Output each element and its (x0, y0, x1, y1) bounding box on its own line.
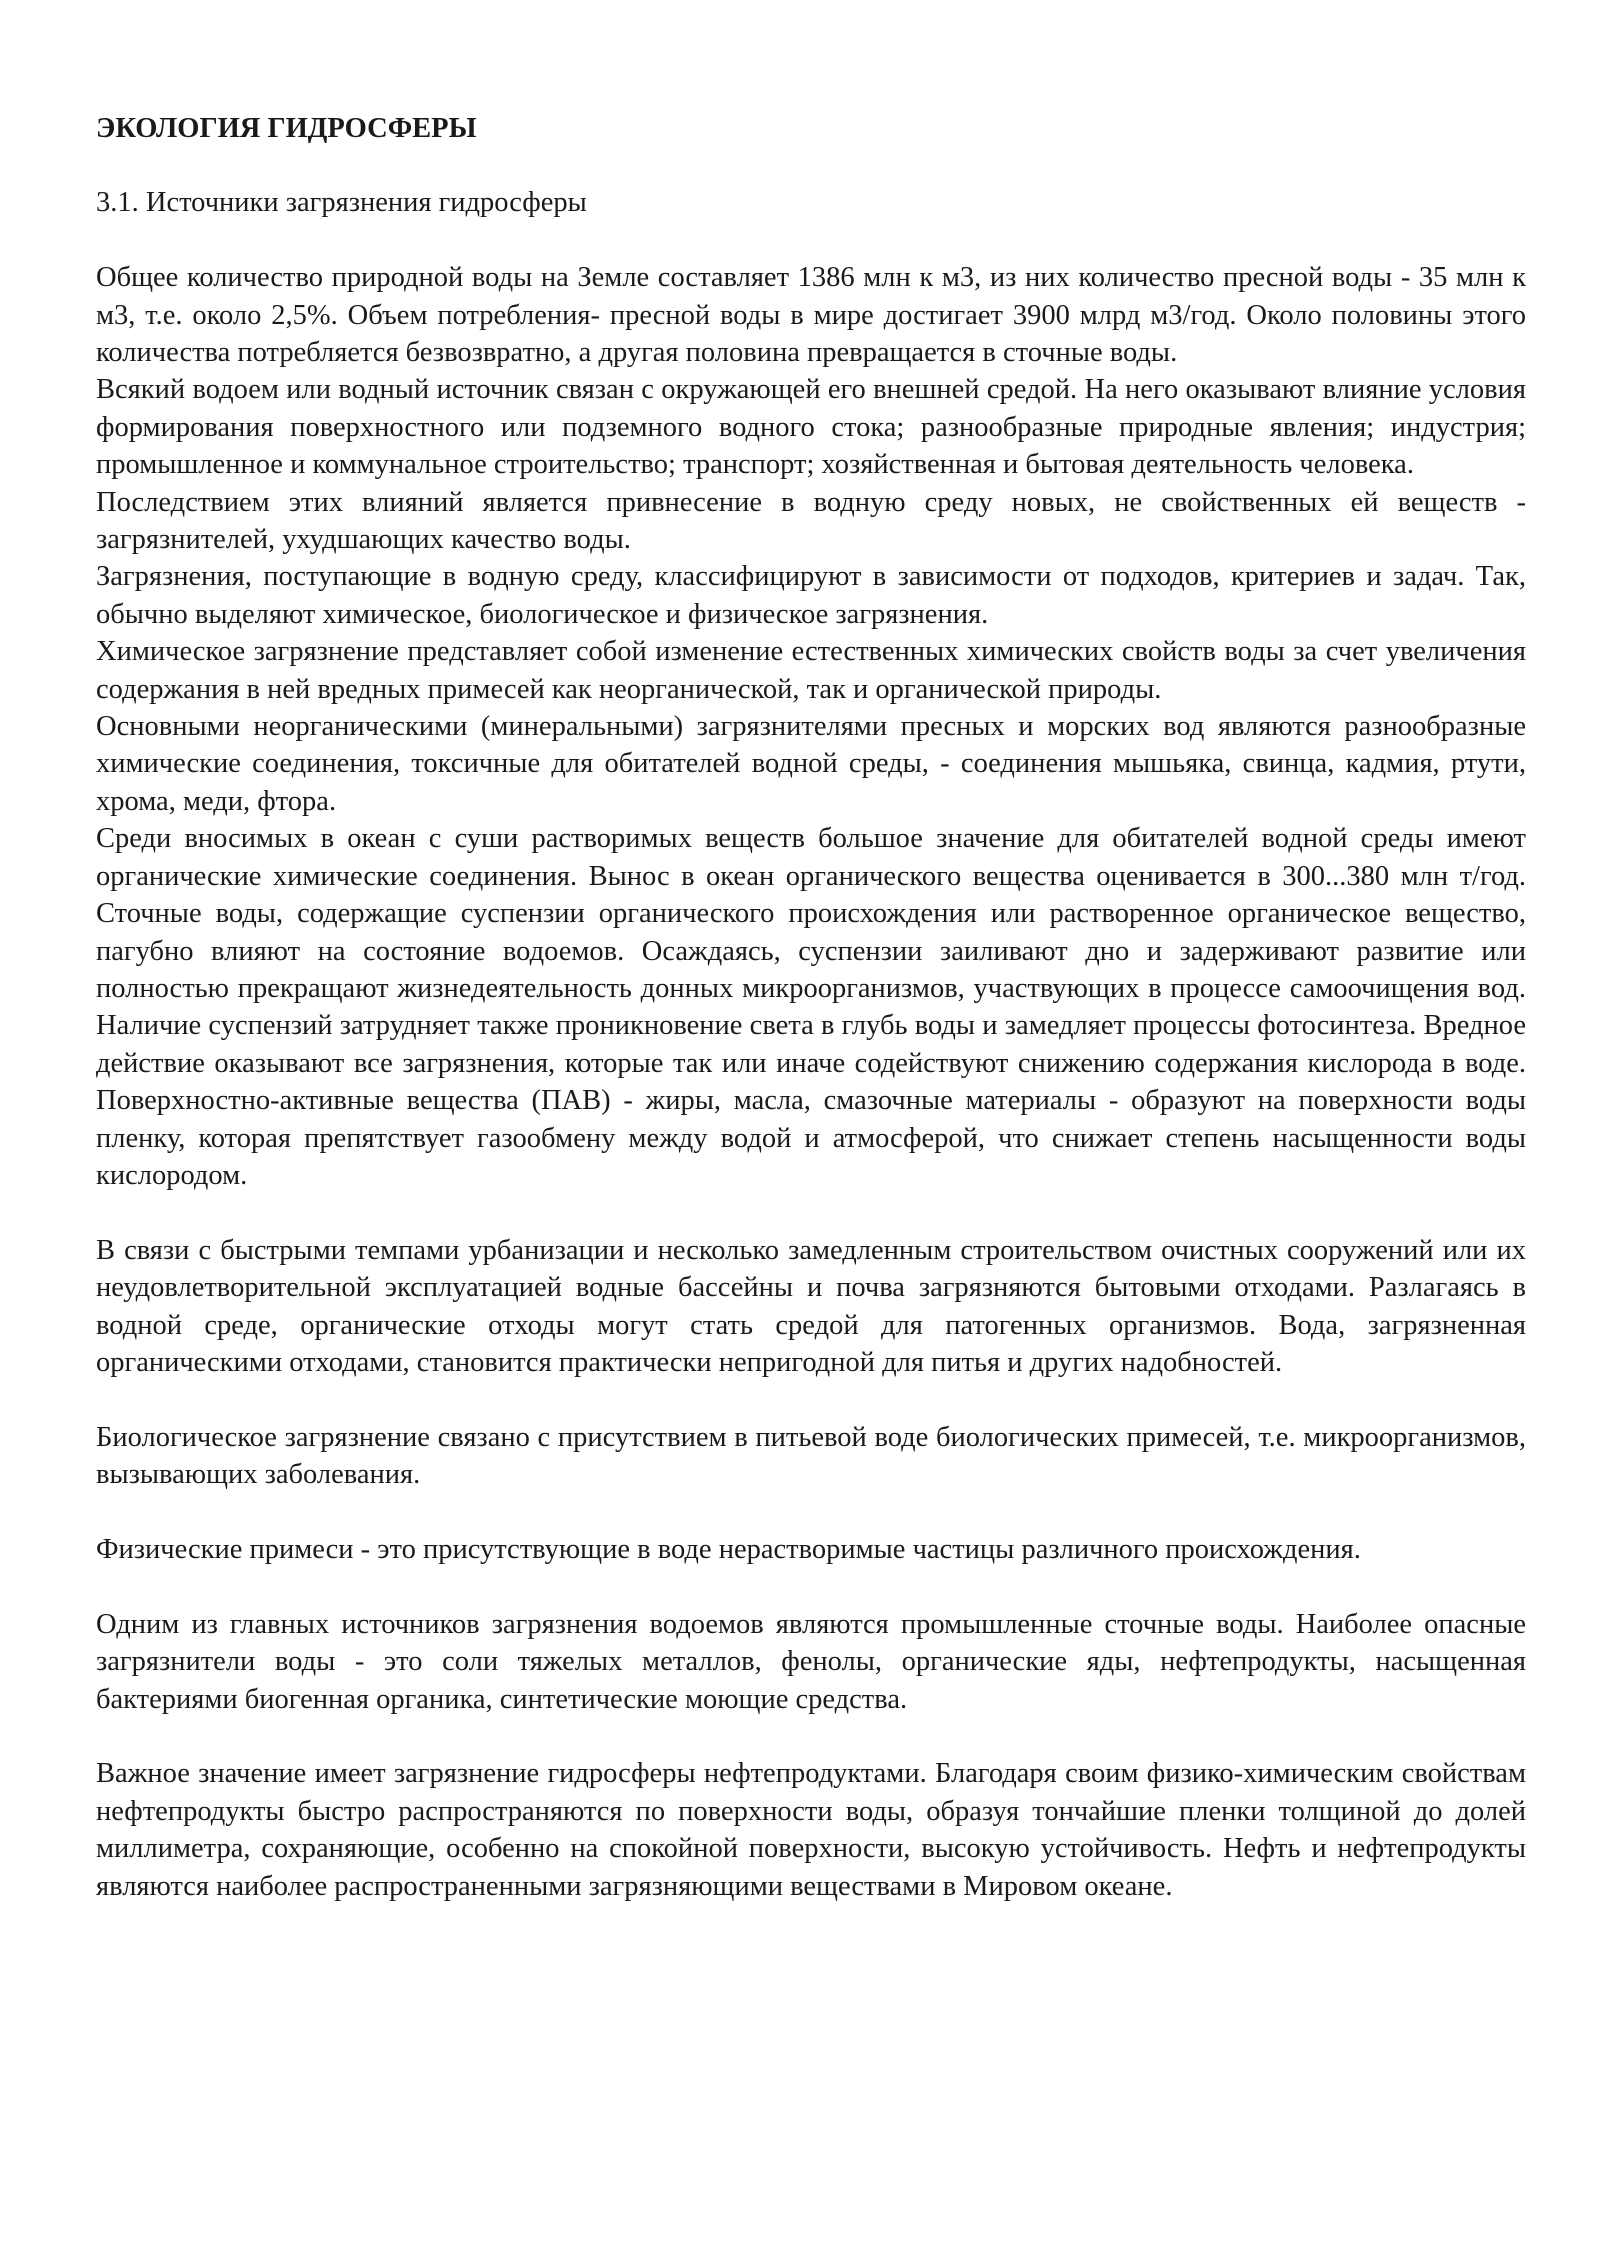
paragraph-inorganic: Основными неорганическими (минеральными) загрязнителями пресных и морских вод являются разнообразные химические соединения, токсичные для обитателей водной среды, - соединения мышьяка, свинца, кадмия, ртути, хрома, меди, фтора. (96, 711, 1526, 817)
paragraph-organic: Среди вносимых в океан с суши растворимых веществ большое значение для обитателей водной среды имеют органические химические соединения. Вынос в океан органического вещества оценивается в 300...380 млн т/год. Сточные воды, содержащие суспензии органического происхождения или растворенное органическое вещество, пагубно влияют на состояние водоемов. Осаждаясь, суспензии заиливают дно и задерживают развитие или полностью прекращают жизнедеятельность донных микроорганизмов, участвующих в процессе самоочищения вод. Наличие суспензий затрудняет также проникновение света в глубь воды и замедляет процессы фотосинтеза. Вредное действие оказывают все загрязнения, которые так или иначе содействуют снижению содержания кислорода в воде. Поверхностно-активные вещества (ПАВ) - жиры, масла, смазочные материалы - образуют на поверхности воды пленку, которая препятствует газообмену между водой и атмосферой, что снижает степень насыщенности воды кислородом. (96, 823, 1526, 1191)
paragraph-biological: Биологическое загрязнение связано с присутствием в питьевой воде биологических примесей, т.е. микроорганизмов, вызывающих заболевания. (96, 1421, 1526, 1491)
paragraph-physical: Физические примеси - это присутствующие в воде нерастворимые частицы различного происхождения. (96, 1533, 1361, 1565)
paragraph-classification: Загрязнения, поступающие в водную среду, классифицируют в зависимости от подходов, критериев и задач. Так, обычно выделяют химическое, биологическое и физическое загрязнения. (96, 561, 1526, 630)
document-title: ЭКОЛОГИЯ ГИДРОСФЕРЫ (96, 113, 477, 144)
paragraph-water-source: Всякий водоем или водный источник связан с окружающей его внешней средой. На него оказывают влияние условия формирования поверхностного или подземного водного стока; разнообразные природные явления; индустрия; промышленное и коммунальное строительство; транспорт; хозяйственная и бытовая деятельность человека. (96, 374, 1526, 481)
paragraph-water-amount: Общее количество природной воды на Земле составляет 1386 млн к м3, из них количество пресной воды - 35 млн к м3, т.е. около 2,5%. Объем потребления- пресной воды в мире достигает 3900 млрд м3/год. Около половины этого количества потребляется безвозвратно, а другая половина превращается в сточные воды. (96, 262, 1526, 369)
paragraph-industrial: Одним из главных источников загрязнения водоемов являются промышленные сточные воды. Наиболее опасные загрязнители воды - это соли тяжелых металлов, фенолы, органические яды, нефтепродукты, насыщенная бактериями биогенная органика, синтетические моющие средства. (96, 1608, 1526, 1715)
paragraph-oil: Важное значение имеет загрязнение гидросферы нефтепродуктами. Благодаря своим физико-химическим свойствам нефтепродукты быстро распространяются по поверхности воды, образуя тончайшие пленки толщиной до долей миллиметра, сохраняющие, особенно на спокойной поверхности, высокую устойчивость. Нефть и нефтепродукты являются наиболее распространенными загрязняющими веществами в Мировом океане. (96, 1758, 1526, 1902)
document-page (96, 110, 1526, 1905)
paragraph-urbanization: В связи с быстрыми темпами урбанизации и несколько замедленным строительством очистных сооружений или их неудовлетворительной эксплуатацией водные бассейны и почва загрязняются бытовыми отходами. Разлагаясь в водной среде, органические отходы могут стать средой для патогенных организмов. Вода, загрязненная органическими отходами, становится практически непригодной для питья и других надобностей. (96, 1234, 1526, 1378)
section-heading: 3.1. Источники загрязнения гидросферы (96, 187, 587, 219)
paragraph-chemical: Химическое загрязнение представляет собой изменение естественных химических свойств воды за счет увеличения содержания в ней вредных примесей как неорганической, так и органической природы. (96, 636, 1526, 705)
paragraph-consequences: Последствием этих влияний является привнесение в водную среду новых, не свойственных ей веществ - загрязнителей, ухудшающих качество воды. (96, 486, 1526, 556)
